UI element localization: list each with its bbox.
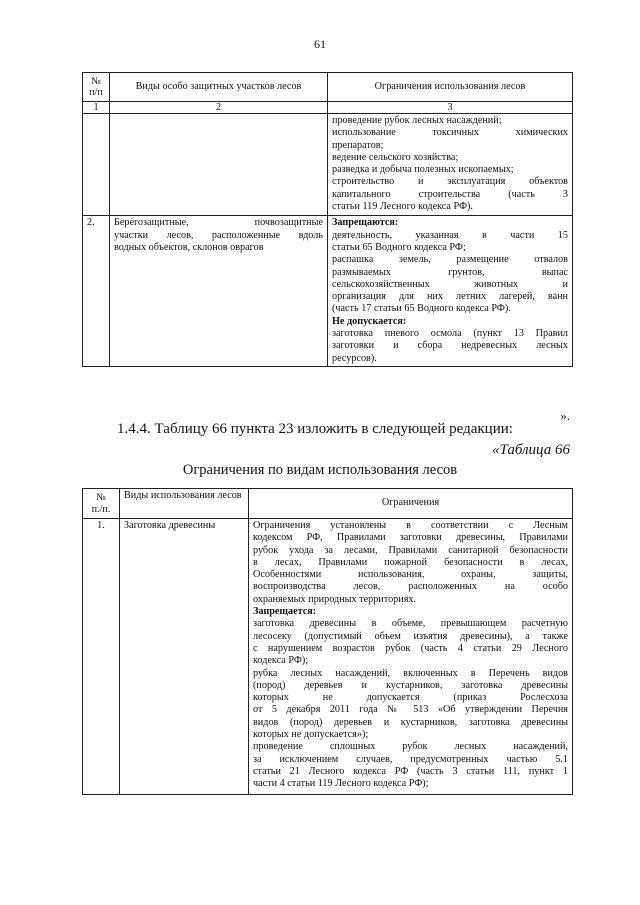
- restriction-line: (часть 17 статьи 65 Водного кодекса РФ).: [332, 303, 511, 315]
- restriction-line: капитального строительства (часть 3: [332, 188, 568, 200]
- table-row: [83, 114, 573, 216]
- table-header-row: [83, 73, 573, 102]
- index-row: [83, 102, 573, 114]
- header-restrictions: Ограничения использования лесов: [328, 73, 573, 102]
- restriction-line: которых не допускается (приказ Рослесхоза: [253, 692, 568, 704]
- restriction-line: распашка земель, размещение отвалов: [332, 254, 568, 266]
- table-65-continuation: [82, 72, 573, 367]
- restriction-line: организация для них летних лагерей, ванн: [332, 291, 568, 303]
- restriction-line: в лесах, Правилами пожарной безопасности в лесах,: [253, 556, 568, 568]
- header-usage-type: Виды использования лесов: [120, 489, 249, 519]
- restriction-line: кодексом РФ, Правилами заготовки древесины, Правилами: [253, 532, 568, 544]
- restriction-line: кодекса РФ);: [253, 655, 309, 667]
- restriction-line: от 5 декабря 2011 года № 513 «Об утверждении Перечня: [253, 704, 568, 716]
- restriction-line: статьи 119 Лесного кодекса РФ).: [332, 201, 473, 213]
- table-title: Ограничения по видам использования лесов: [182, 462, 458, 478]
- restriction-line: Особенностями использования, охраны, защиты,: [253, 569, 568, 581]
- page-number: 61: [314, 37, 326, 51]
- restriction-line: строительство и эксплуатация объектов: [332, 176, 568, 188]
- restriction-line: ведение сельского хозяйства;: [332, 151, 459, 163]
- type-line: водных объектов, склонов оврагов: [114, 241, 264, 253]
- restrictions-cell: [328, 216, 573, 367]
- restriction-line: (пород) деревьев и кустарников, заготовка древесины: [253, 679, 568, 691]
- amendment-instruction: 1.4.4. Таблицу 66 пункта 23 изложить в следующей редакции:: [117, 421, 513, 437]
- restriction-line: статьи 65 Водного кодекса РФ;: [332, 241, 466, 253]
- restriction-line: лесосеку (допустимый объем изъятия древесины), а также: [253, 630, 568, 642]
- restrictions-cell: [249, 519, 573, 795]
- restriction-line: размываемых грунтов, выпас: [332, 266, 568, 278]
- header-restrictions: Ограничения: [249, 489, 573, 519]
- restriction-line: видов (пород) деревьев и кустарников, заготовка древесины: [253, 716, 568, 728]
- restriction-line: статьи 21 Лесного кодекса РФ (часть 3 статьи 111, пункт 1: [253, 765, 568, 777]
- table-header-row: [83, 489, 573, 519]
- restriction-line: деятельность, указанная в части 15: [332, 229, 568, 241]
- num-cell: [83, 114, 110, 216]
- type-cell: [110, 114, 328, 216]
- closing-quote: ».: [560, 408, 570, 423]
- restriction-line: заготовка пневого осмола (пункт 13 Правил: [332, 328, 568, 340]
- restriction-line: части 4 статьи 119 Лесного кодекса РФ);: [253, 778, 429, 790]
- restriction-line: охраняемых природных территориях.: [253, 593, 417, 605]
- table-66: [82, 488, 573, 795]
- restriction-line: воспроизводства лесов, расположенных на особо: [253, 581, 568, 593]
- prohibited-heading: Запрещаются:: [332, 217, 399, 229]
- restriction-line: заготовки и сбора недревесных лесных: [332, 340, 568, 352]
- restriction-line: проведение сплошных рубок лесных насаждений,: [253, 741, 568, 753]
- header-num: № п/п: [83, 73, 110, 102]
- restriction-line: ресурсов).: [332, 352, 377, 364]
- table-row: [83, 216, 573, 367]
- type-cell: [110, 216, 328, 367]
- type-line: участки лесов, расположенные вдоль: [114, 229, 323, 241]
- index-cell: 1: [83, 102, 110, 114]
- not-allowed-heading: Не допускается:: [332, 315, 407, 327]
- header-forest-type: Виды особо защитных участков лесов: [110, 73, 328, 102]
- header-num: № п./п.: [83, 489, 120, 519]
- index-cell: 2: [110, 102, 328, 114]
- table-label: «Таблица 66: [492, 442, 570, 458]
- num-cell: 1.: [83, 519, 120, 795]
- restriction-line: которых не допускается»);: [253, 729, 369, 741]
- restriction-line: с нарушением возрастов рубок (часть 4 статьи 29 Лесного: [253, 642, 568, 654]
- restriction-line: за исключением случаев, предусмотренных частью 5.1: [253, 753, 568, 765]
- num-cell: 2.: [83, 216, 110, 367]
- restriction-line: рубок ухода за лесами, Правилами санитарной безопасности: [253, 544, 568, 556]
- restriction-line: заготовка древесины в объеме, превышающем расчетную: [253, 618, 568, 630]
- prohibited-heading: Запрещается:: [253, 606, 317, 618]
- restriction-line: Ограничения установлены в соответствии с Лесным: [253, 520, 568, 531]
- index-cell: 3: [328, 102, 573, 114]
- table-row: [83, 519, 573, 795]
- type-cell: Заготовка древесины: [120, 519, 249, 795]
- restriction-line: использование токсичных химических: [332, 127, 568, 139]
- restriction-line: рубка лесных насаждений, включенных в Перечень видов: [253, 667, 568, 679]
- restriction-line: проведение рубок лесных насаждений;: [332, 115, 502, 126]
- restriction-line: сельскохозяйственных животных и: [332, 278, 568, 290]
- restriction-line: препаратов;: [332, 139, 384, 151]
- type-line: Берегозащитные, почвозащитные: [114, 217, 323, 229]
- restrictions-cell: [328, 114, 573, 216]
- restriction-line: разведка и добыча полезных ископаемых;: [332, 164, 514, 176]
